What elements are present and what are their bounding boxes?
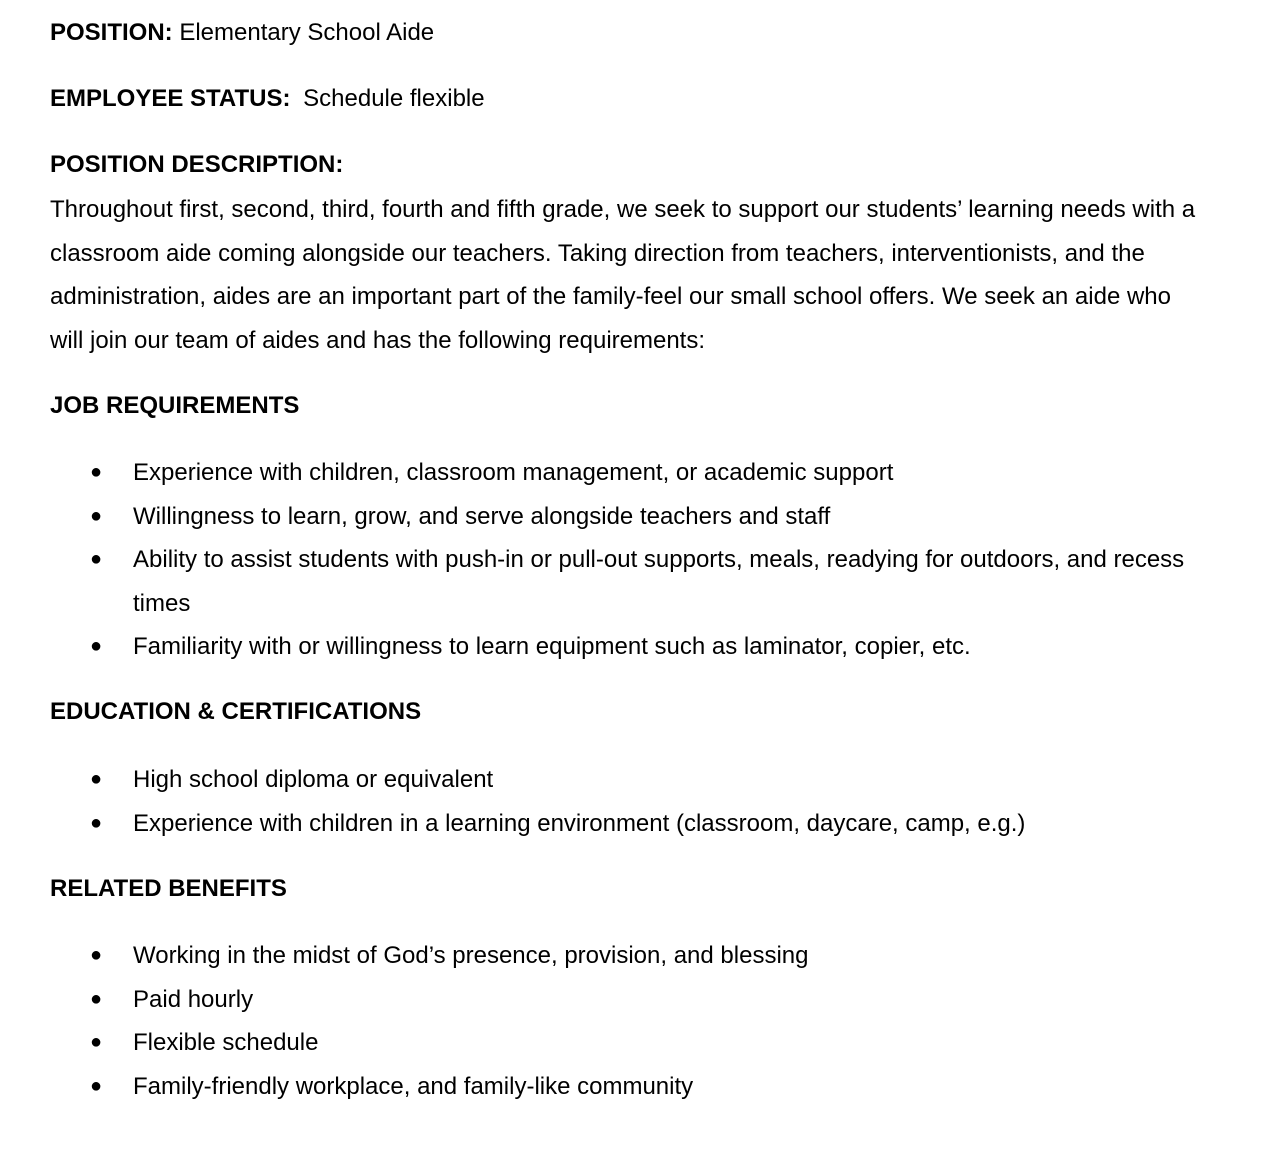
list-item	[50, 978, 1210, 1022]
list-item-text: Experience with children in a learning environment (classroom, daycare, camp, e.g.)	[133, 809, 1026, 837]
list-item	[50, 495, 1210, 539]
employee-status-label: EMPLOYEE STATUS:	[50, 85, 291, 112]
list-item-text: Working in the midst of God’s presence, provision, and blessing	[133, 942, 809, 969]
list-item-text: Willingness to learn, grow, and serve alongside teachers and staff	[133, 502, 831, 530]
bullet-icon: ●	[90, 944, 103, 966]
list-item-text: Flexible schedule	[133, 1029, 319, 1056]
list-item-text: Experience with children, classroom management, or academic support	[133, 459, 894, 486]
list-item	[50, 758, 1210, 802]
job-requirements-heading: JOB REQUIREMENTS	[50, 392, 300, 419]
list-item	[50, 451, 1210, 495]
benefits-heading: RELATED BENEFITS	[50, 875, 287, 902]
list-item	[50, 625, 1210, 669]
bullet-icon: ●	[90, 987, 103, 1010]
bullet-icon: ●	[90, 461, 103, 483]
employee-status-line	[50, 83, 485, 115]
bullet-icon: ●	[90, 635, 103, 657]
bullet-icon: ●	[90, 811, 103, 834]
job-requirements-list	[50, 451, 1210, 669]
bullet-icon: ●	[90, 548, 103, 570]
list-item-text: High school diploma or equivalent	[133, 766, 494, 793]
position-description-text: Throughout first, second, third, fourth and fifth grade, we seek to support our students’ learning needs with a classroom aide coming alongside our teachers. Taking direction from teachers, interventionists, and the administration, aides are an important part of the family-feel our small school offers. We seek an aide who will join our team of aides and has the following requirements:	[50, 196, 1196, 354]
position-description-heading: POSITION DESCRIPTION:	[50, 151, 344, 178]
benefits-list	[50, 934, 1210, 1108]
bullet-icon: ●	[90, 1031, 103, 1053]
list-item	[50, 538, 1210, 625]
list-item-text: Familiarity with or willingness to learn equipment such as laminator, copier, etc.	[133, 633, 971, 660]
list-item-text: Ability to assist students with push-in or pull-out supports, meals, readying for outdoors, and recess times	[133, 546, 1185, 617]
list-item	[50, 1021, 1210, 1065]
list-item	[50, 1065, 1210, 1109]
list-item	[50, 802, 1210, 846]
education-heading: EDUCATION & CERTIFICATIONS	[50, 698, 422, 725]
list-item	[50, 934, 1210, 978]
employee-status-value: Schedule flexible	[303, 85, 485, 112]
list-item-text: Paid hourly	[133, 985, 254, 1013]
bullet-icon: ●	[90, 504, 103, 527]
bullet-icon: ●	[90, 1074, 103, 1097]
list-item-text: Family-friendly workplace, and family-like community	[133, 1072, 694, 1100]
position-value: Elementary School Aide	[179, 19, 435, 46]
position-label: POSITION:	[50, 19, 173, 46]
bullet-icon: ●	[90, 768, 103, 790]
position-line	[50, 17, 434, 49]
education-list	[50, 758, 1210, 845]
